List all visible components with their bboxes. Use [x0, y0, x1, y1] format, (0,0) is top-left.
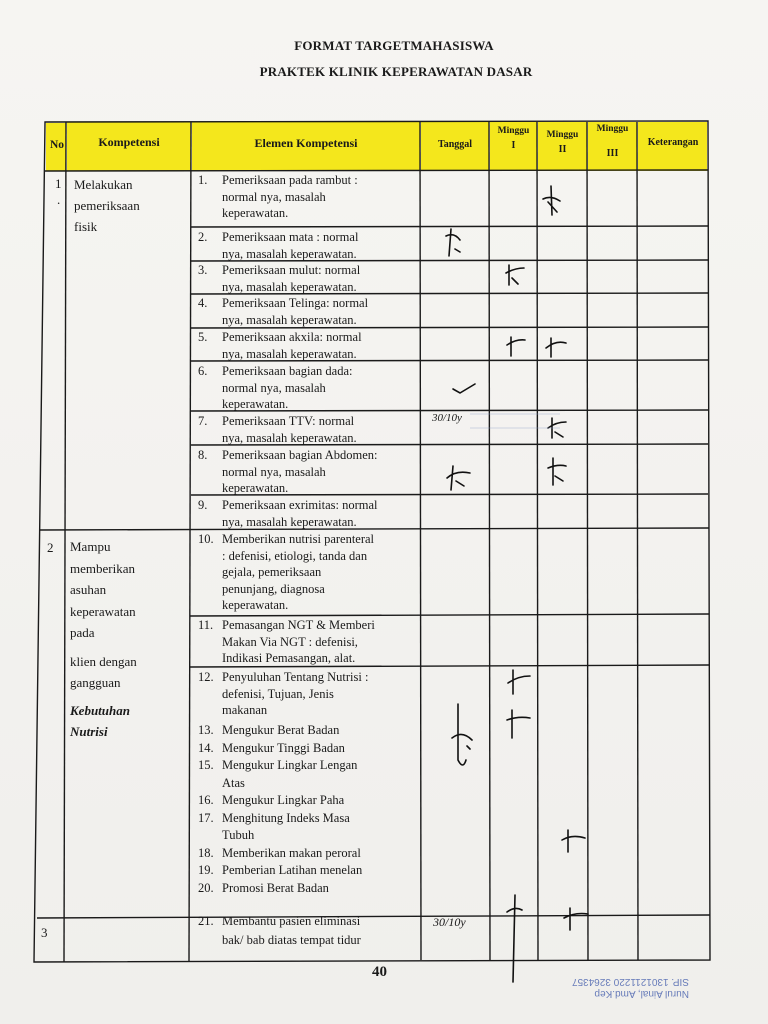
- item-text: makanan: [222, 703, 268, 717]
- item-text: nya, masalah keperawatan.: [222, 246, 357, 261]
- kompetensi-line-italic: Kebutuhan: [70, 702, 130, 718]
- item-text: nya, masalah keperawatan.: [222, 312, 357, 327]
- document-title: FORMAT TARGETMAHASISWA: [294, 38, 494, 53]
- kompetensi-line: gangguan: [70, 675, 121, 690]
- kompetensi-line: klien dengan: [70, 653, 137, 669]
- kompetensi-line: pada: [70, 625, 95, 640]
- header-minggu1-num: I: [511, 140, 516, 151]
- item-text: Pemeriksaan mata : normal: [222, 230, 359, 244]
- item-text: Pemberian Latihan menelan: [222, 863, 363, 877]
- paraf-mark: [507, 710, 530, 738]
- item-number: 5.: [198, 330, 208, 344]
- paraf-mark: [507, 895, 522, 982]
- item-text: Indikasi Pemasangan, alat.: [222, 651, 356, 665]
- paraf-mark: [562, 830, 585, 852]
- paraf-mark: [452, 704, 472, 765]
- item-text: nya, masalah keperawatan.: [222, 346, 357, 361]
- handwritten-date: 30/10y: [432, 412, 462, 424]
- header-elemen-kompetensi: Elemen Kompetensi: [254, 136, 358, 150]
- item-number: 11.: [198, 618, 214, 632]
- header-minggu1-label: Minggu: [497, 126, 530, 136]
- paraf-mark: [546, 338, 566, 357]
- item-number: 4.: [198, 296, 208, 310]
- section-number: 3: [41, 925, 48, 940]
- item-number: 12.: [198, 670, 214, 684]
- kompetensi-line: Mampu: [70, 539, 111, 554]
- item-number: 18.: [198, 845, 214, 860]
- item-text: normal nya, masalah: [222, 189, 326, 204]
- item-text: defenisi, Tujuan, Jenis: [222, 686, 334, 701]
- item-text: penunjang, diagnosa: [222, 581, 325, 596]
- item-text: Pemeriksaan bagian Abdomen:: [222, 448, 378, 462]
- header-kompetensi: Kompetensi: [98, 135, 160, 149]
- section-number-dot: .: [57, 192, 61, 207]
- item-text: bak/ bab diatas tempat tidur: [222, 933, 361, 947]
- header-minggu3-num: III: [606, 148, 619, 159]
- paraf-mark: [453, 384, 475, 393]
- item-text: Memberikan makan peroral: [222, 845, 361, 860]
- item-number: 7.: [198, 414, 208, 428]
- item-number: 14.: [198, 740, 214, 755]
- item-text: Promosi Berat Badan: [222, 880, 329, 895]
- paraf-mark: [508, 670, 530, 694]
- item-number: 17.: [198, 810, 214, 825]
- item-number: 2.: [198, 230, 208, 244]
- item-text: Pemeriksaan mulut: normal: [222, 263, 361, 277]
- item-text: gejala, pemeriksaan: [222, 565, 322, 579]
- paraf-mark: [564, 908, 588, 930]
- document-subtitle: PRAKTEK KLINIK KEPERAWATAN DASAR: [259, 64, 533, 79]
- item-text: Menghitung Indeks Masa: [222, 810, 350, 825]
- item-text: nya, masalah keperawatan.: [222, 430, 357, 445]
- handwritten-date: 30/10y: [433, 915, 466, 929]
- item-number: 16.: [198, 793, 214, 807]
- item-text: Mengukur Lingkar Paha: [222, 793, 345, 807]
- item-text: Penyuluhan Tentang Nutrisi :: [222, 670, 369, 684]
- item-text: Atas: [222, 775, 245, 790]
- faint-stamp-mark: [470, 414, 560, 428]
- item-text: Pemeriksaan exrimitas: normal: [222, 498, 378, 512]
- item-text: keperawatan.: [222, 397, 289, 411]
- paraf-mark: [548, 458, 566, 485]
- paraf-mark: [543, 186, 560, 215]
- item-number: 15.: [198, 758, 214, 772]
- item-text: normal nya, masalah: [222, 464, 326, 479]
- item-text: Mengukur Tinggi Badan: [222, 740, 345, 755]
- kompetensi-line: pemeriksaan: [74, 198, 140, 213]
- stamp-line: Nurul Ainal, Amd.Kep: [594, 988, 689, 999]
- kompetensi-line-italic: Nutrisi: [70, 724, 108, 739]
- item-number: 20.: [198, 880, 214, 895]
- item-text: Pemeriksaan Telinga: normal: [222, 296, 369, 310]
- item-number: 1.: [198, 173, 208, 187]
- item-number: 10.: [198, 532, 214, 546]
- header-minggu2-num: II: [558, 144, 567, 155]
- item-number: 3.: [198, 263, 208, 277]
- item-text: keperawatan.: [222, 481, 289, 495]
- kompetensi-line: keperawatan: [70, 603, 136, 619]
- item-text: Pemasangan NGT & Memberi: [222, 618, 375, 632]
- header-minggu2-label: Minggu: [546, 130, 579, 140]
- paraf-mark: [507, 337, 525, 356]
- item-text: Pemeriksaan pada rambut :: [222, 173, 358, 187]
- paraf-mark: [446, 229, 460, 256]
- item-number: 6.: [198, 364, 208, 378]
- stamp-text: [572, 975, 689, 999]
- item-number: 9.: [198, 498, 208, 512]
- item-text: Makan Via NGT : defenisi,: [222, 634, 358, 649]
- item-number: 21.: [198, 914, 214, 928]
- item-text: Mengukur Berat Badan: [222, 723, 340, 737]
- item-number: 13.: [198, 723, 214, 737]
- item-text: Tubuh: [222, 828, 255, 842]
- page-number: 40: [372, 964, 387, 980]
- section-number: 1: [55, 176, 62, 191]
- kompetensi-line: Melakukan: [74, 177, 133, 192]
- item-text: Memberikan nutrisi parenteral: [222, 532, 375, 546]
- item-text: nya, masalah keperawatan.: [222, 514, 357, 529]
- item-text: Pemeriksaan TTV: normal: [222, 414, 355, 428]
- item-text: Mengukur Lingkar Lengan: [222, 758, 358, 772]
- header-no: No: [49, 139, 65, 151]
- item-text: Pemeriksaan akxila: normal: [222, 330, 362, 344]
- item-text: Pemeriksaan bagian dada:: [222, 364, 353, 378]
- kompetensi-line: fisik: [74, 219, 98, 234]
- kompetensi-line: asuhan: [70, 582, 107, 597]
- stamp-line: SIP. 1301211220 3264357: [572, 976, 689, 987]
- item-number: 19.: [198, 863, 214, 877]
- paraf-mark: [447, 466, 470, 490]
- header-minggu3-label: Minggu: [596, 124, 629, 134]
- item-text: nya, masalah keperawatan.: [222, 279, 357, 294]
- item-text: normal nya, masalah: [222, 380, 326, 395]
- kompetensi-line: memberikan: [70, 560, 135, 576]
- paraf-mark: [506, 265, 524, 285]
- section-number: 2: [47, 540, 54, 555]
- header-keterangan: Keterangan: [647, 137, 699, 148]
- item-text: Membantu pasien eliminasi: [222, 914, 361, 928]
- header-tanggal: Tanggal: [437, 139, 473, 150]
- item-number: 8.: [198, 448, 208, 462]
- item-text: keperawatan.: [222, 206, 289, 220]
- item-text: keperawatan.: [222, 598, 289, 612]
- item-text: : defenisi, etiologi, tanda dan: [222, 548, 368, 563]
